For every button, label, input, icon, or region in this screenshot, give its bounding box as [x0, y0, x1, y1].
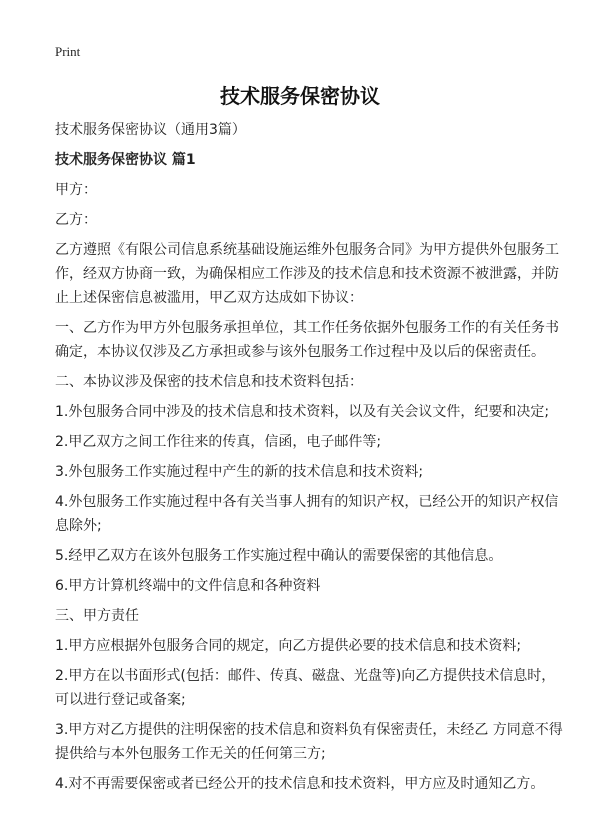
- paragraph-line: 息除外;: [55, 518, 102, 534]
- paragraph: [55, 772, 575, 796]
- paragraph-line: 可以进行登记或备案;: [55, 692, 186, 708]
- paragraph-line: 2.甲乙双方之间工作往来的传真，信函，电子邮件等;: [55, 434, 382, 450]
- paragraph-line: 止上述保密信息被滥用，甲乙双方达成如下协议：: [55, 290, 363, 306]
- paragraph-line: 3.外包服务工作实施过程中产生的新的技术信息和技术资料;: [55, 464, 424, 480]
- paragraph-line: 1.外包服务合同中涉及的技术信息和技术资料，以及有关会议文件，纪要和决定;: [55, 404, 550, 420]
- paragraph-line: 作，经双方协商一致，为确保相应工作涉及的技术信息和技术资源不被泄露，并防: [55, 266, 559, 282]
- document-title: 技术服务保密协议: [220, 84, 380, 108]
- paragraph-line: 6.甲方计算机终端中的文件信息和各种资料: [55, 578, 321, 594]
- paragraph-line: 4.对不再需要保密或者已经公开的技术信息和技术资料，甲方应及时通知乙方。: [55, 776, 545, 792]
- paragraph: [55, 490, 575, 538]
- paragraph-line: 提供给与本外包服务工作无关的任何第三方;: [55, 746, 326, 762]
- paragraph-line: 技术服务保密协议 篇1: [55, 152, 196, 168]
- paragraph-line: 乙方：: [55, 212, 97, 228]
- paragraph: [55, 604, 575, 628]
- paragraph-line: 4.外包服务工作实施过程中各有关当事人拥有的知识产权，已经公开的知识产权信: [55, 494, 559, 510]
- section-heading: [55, 148, 575, 172]
- print-label: Print: [55, 44, 81, 59]
- paragraph: [55, 178, 575, 202]
- paragraph-line: 5.经甲乙双方在该外包服务工作实施过程中确认的需要保密的其他信息。: [55, 548, 503, 564]
- document-body: [55, 118, 575, 802]
- paragraph: [55, 238, 575, 310]
- paragraph-line: 技术服务保密协议（通用3篇）: [55, 122, 246, 138]
- paragraph-line: 一、乙方作为甲方外包服务承担单位，其工作任务依据外包服务工作的有关任务书: [55, 320, 559, 336]
- paragraph: [55, 574, 575, 598]
- paragraph: [55, 430, 575, 454]
- paragraph: [55, 718, 575, 766]
- paragraph: [55, 460, 575, 484]
- paragraph-line: 3.甲方对乙方提供的注明保密的技术信息和资料负有保密责任，未经乙 方同意不得: [55, 722, 563, 738]
- paragraph: [55, 118, 575, 142]
- paragraph: [55, 664, 575, 712]
- paragraph-line: 2.甲方在以书面形式(包括：邮件、传真、磁盘、光盘等)向乙方提供技术信息时，: [55, 668, 556, 684]
- paragraph: [55, 208, 575, 232]
- paragraph-line: 甲方：: [55, 182, 97, 198]
- paragraph: [55, 544, 575, 568]
- paragraph-line: 乙方遵照《有限公司信息系统基础设施运维外包服务合同》为甲方提供外包服务工: [55, 242, 559, 258]
- paragraph-line: 1.甲方应根据外包服务合同的规定，向乙方提供必要的技术信息和技术资料;: [55, 638, 522, 654]
- paragraph: [55, 400, 575, 424]
- paragraph: [55, 316, 575, 364]
- paragraph-line: 确定，本协议仅涉及乙方承担或参与该外包服务工作过程中及以后的保密责任。: [55, 344, 545, 360]
- paragraph: [55, 634, 575, 658]
- paragraph-line: 二、本协议涉及保密的技术信息和技术资料包括：: [55, 374, 363, 390]
- paragraph-line: 三、甲方责任: [55, 608, 139, 624]
- paragraph: [55, 370, 575, 394]
